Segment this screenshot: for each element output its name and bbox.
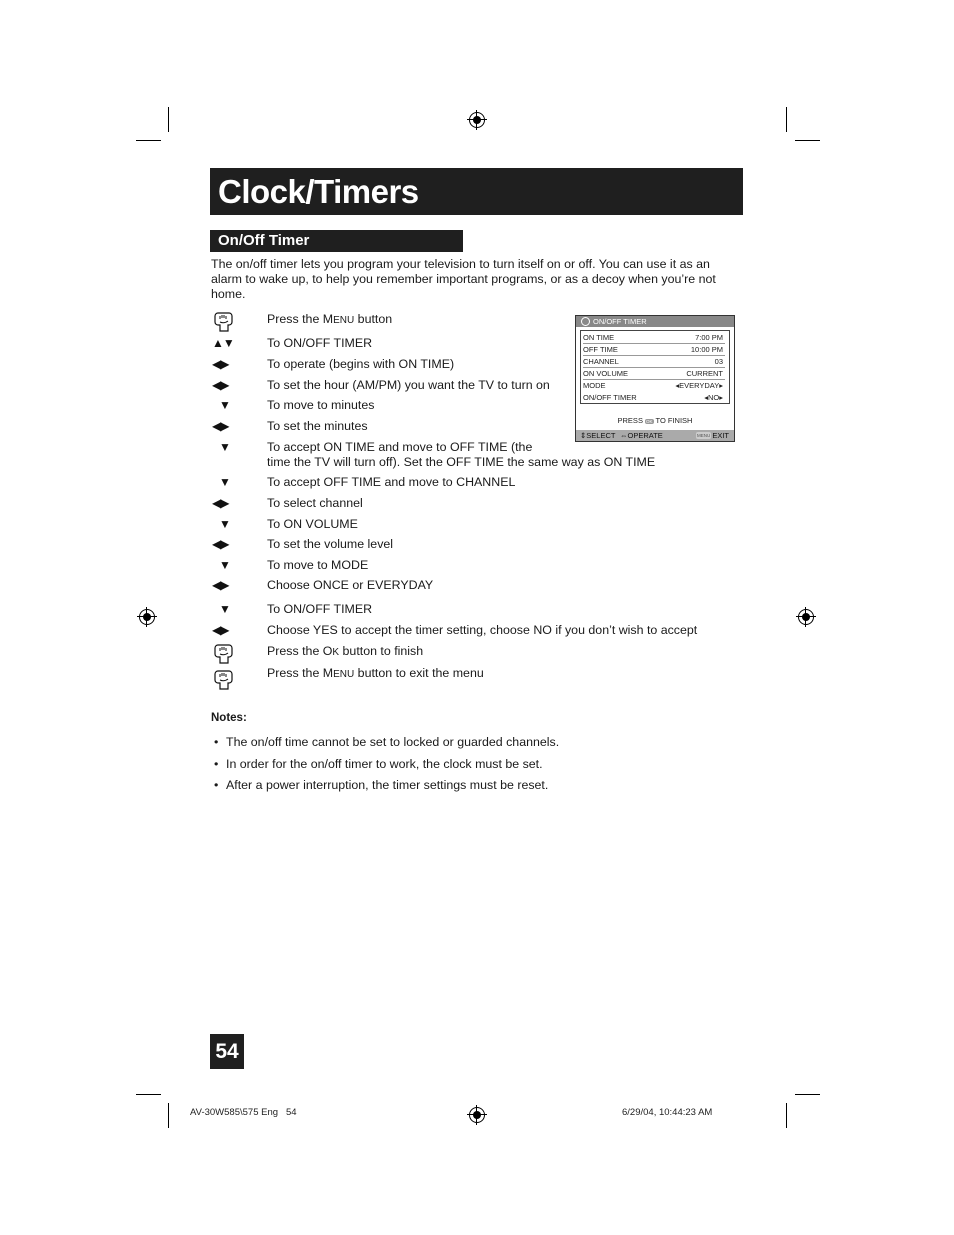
footer-left: AV-30W585\575 Eng 54 xyxy=(190,1107,297,1118)
osd-row-label: ON TIME xyxy=(583,333,615,342)
osd-footer-exit: EXIT xyxy=(712,431,729,440)
section-title: On/Off Timer xyxy=(210,230,463,252)
registration-mark-icon xyxy=(139,609,155,625)
osd-row-label: ON VOLUME xyxy=(583,369,629,378)
down-arrow-icon: ▼ xyxy=(219,517,230,531)
step-text xyxy=(267,496,717,511)
left-right-arrows-icon: ◀▶ xyxy=(212,357,229,371)
down-arrow-icon: ▼ xyxy=(219,558,230,572)
step-text-line: Choose YES to accept the timer setting, choose NO if you don’t wish to accept xyxy=(267,623,698,637)
osd-footer xyxy=(576,430,734,441)
left-right-arrows-icon: ◀▶ xyxy=(212,578,229,592)
down-arrow-icon: ▼ xyxy=(219,475,230,489)
osd-row-value: 03 xyxy=(714,357,723,366)
step-text-part: Press the M xyxy=(267,666,334,680)
step-text-line: To operate (begins with ON TIME) xyxy=(267,357,455,371)
osd-footer-select-text: SELECT xyxy=(586,431,616,440)
osd-row xyxy=(583,356,725,368)
step-text-line: To set the volume level xyxy=(267,537,394,551)
registration-mark-icon xyxy=(469,1107,485,1123)
note-item: • After a power interruption, the timer settings must be reset. xyxy=(214,778,549,792)
osd-screen xyxy=(575,315,735,442)
crop-mark xyxy=(795,1094,820,1095)
note-item: • In order for the on/off timer to work, the clock must be set. xyxy=(214,757,543,771)
osd-menu-box xyxy=(580,330,730,404)
step-text-line: To ON/OFF TIMER xyxy=(267,602,373,616)
notes-title: Notes: xyxy=(211,712,247,724)
intro-paragraph: The on/off timer lets you program your television to turn itself on or off. You can use it as an alarm to wake up, to help you remember important programs, or as a decoy when you’re not home. xyxy=(211,257,716,301)
step-text-part: ENU xyxy=(333,669,355,680)
step-text-part: Press the M xyxy=(267,312,334,326)
step-text-line: Choose ONCE or EVERYDAY xyxy=(267,578,434,592)
step-text-line: To select channel xyxy=(267,496,363,510)
osd-row-label: MODE xyxy=(583,381,606,390)
footer-right: 6/29/04, 10:44:23 AM xyxy=(622,1107,713,1118)
osd-press-post: TO FINISH xyxy=(655,416,693,425)
step-text-part: button xyxy=(354,312,393,326)
crop-mark xyxy=(136,140,161,141)
step-text xyxy=(267,517,717,532)
osd-row-value: ◂NO▸ xyxy=(704,393,723,402)
step-text-line: To set the minutes xyxy=(267,419,368,433)
note-item: • The on/off time cannot be set to locked or guarded channels. xyxy=(214,735,560,749)
osd-row xyxy=(583,368,725,380)
left-right-arrows-icon: ◀▶ xyxy=(212,623,229,637)
step-text-part: ENU xyxy=(333,315,355,326)
page-number: 54 xyxy=(210,1034,244,1069)
left-right-arrows-icon: ◀▶ xyxy=(212,537,229,551)
osd-row xyxy=(583,392,725,403)
osd-row-label: ON/OFF TIMER xyxy=(583,393,637,402)
crop-mark xyxy=(795,140,820,141)
osd-header xyxy=(576,316,734,327)
page-title: Clock/Timers xyxy=(210,168,743,215)
crop-mark xyxy=(168,107,169,132)
down-arrow-icon: ▼ xyxy=(219,602,230,616)
note-text: In order for the on/off timer to work, the clock must be set. xyxy=(226,757,543,771)
step-text-line: To accept ON TIME and move to OFF TIME (the xyxy=(267,440,533,454)
menu-button-icon: MENU xyxy=(697,433,711,438)
osd-row xyxy=(583,332,725,344)
osd-row-label: OFF TIME xyxy=(583,345,618,354)
osd-row-value: 7:00 PM xyxy=(695,333,723,342)
left-right-arrows-icon: ◀▶ xyxy=(212,378,229,392)
crop-mark xyxy=(786,1103,787,1128)
up-down-arrows-icon: ▲▼ xyxy=(212,336,234,350)
osd-row-label: CHANNEL xyxy=(583,357,619,366)
step-text-line: To accept OFF TIME and move to CHANNEL xyxy=(267,475,516,489)
step-text-line: time the TV will turn off). Set the OFF TIME the same way as ON TIME xyxy=(267,455,656,469)
crop-mark xyxy=(168,1103,169,1128)
step-text xyxy=(267,666,717,682)
step-text xyxy=(267,440,717,470)
registration-mark-icon xyxy=(798,609,814,625)
osd-footer-operate-text: OPERATE xyxy=(627,431,663,440)
step-text xyxy=(267,623,717,638)
step-text-line: To move to minutes xyxy=(267,398,375,412)
step-text xyxy=(267,644,717,660)
step-text-line: To set the hour (AM/PM) you want the TV to turn on xyxy=(267,378,550,392)
crop-mark xyxy=(786,107,787,132)
ok-button-icon: OK xyxy=(646,418,653,424)
registration-mark-icon xyxy=(469,112,485,128)
crop-mark xyxy=(136,1094,161,1095)
osd-row-value: CURRENT xyxy=(686,369,723,378)
osd-row xyxy=(583,344,725,356)
osd-row-value: 10:00 PM xyxy=(690,345,723,354)
osd-press-pre: PRESS xyxy=(617,416,643,425)
osd-title: ON/OFF TIMER xyxy=(593,317,647,326)
osd-press-hint xyxy=(576,416,734,425)
osd-row-value: ◂EVERYDAY▸ xyxy=(675,381,723,390)
left-right-arrows-icon: ◀▶ xyxy=(212,419,229,433)
remote-hand-icon xyxy=(212,668,238,697)
note-text: The on/off time cannot be set to locked or guarded channels. xyxy=(226,735,560,749)
step-text-part: button to exit the menu xyxy=(354,666,484,680)
step-text xyxy=(267,602,717,617)
down-arrow-icon: ▼ xyxy=(219,440,230,454)
step-text-line: To ON VOLUME xyxy=(267,517,358,531)
step-text-part: Press the O xyxy=(267,644,333,658)
remote-hand-icon xyxy=(212,310,238,339)
step-text-line: To move to MODE xyxy=(267,558,369,572)
step-text-part: button to finish xyxy=(339,644,424,658)
osd-row-value-text: EVERYDAY xyxy=(679,381,720,390)
down-arrow-icon: ▼ xyxy=(219,398,230,412)
left-right-arrows-icon: ◀▶ xyxy=(212,496,229,510)
osd-footer-select: ⇕SELECT xyxy=(580,431,616,440)
osd-footer-operate: ⇔OPERATE xyxy=(620,431,663,440)
step-text xyxy=(267,537,717,552)
step-text xyxy=(267,578,717,593)
remote-hand-icon xyxy=(212,642,238,671)
clock-icon xyxy=(581,317,590,326)
osd-row xyxy=(583,380,725,391)
note-text: After a power interruption, the timer settings must be reset. xyxy=(226,778,549,792)
step-text xyxy=(267,558,717,573)
step-text-part: K xyxy=(332,647,340,658)
osd-row-value-text: NO xyxy=(707,393,720,402)
step-text xyxy=(267,475,717,490)
step-text-line: To ON/OFF TIMER xyxy=(267,336,373,350)
